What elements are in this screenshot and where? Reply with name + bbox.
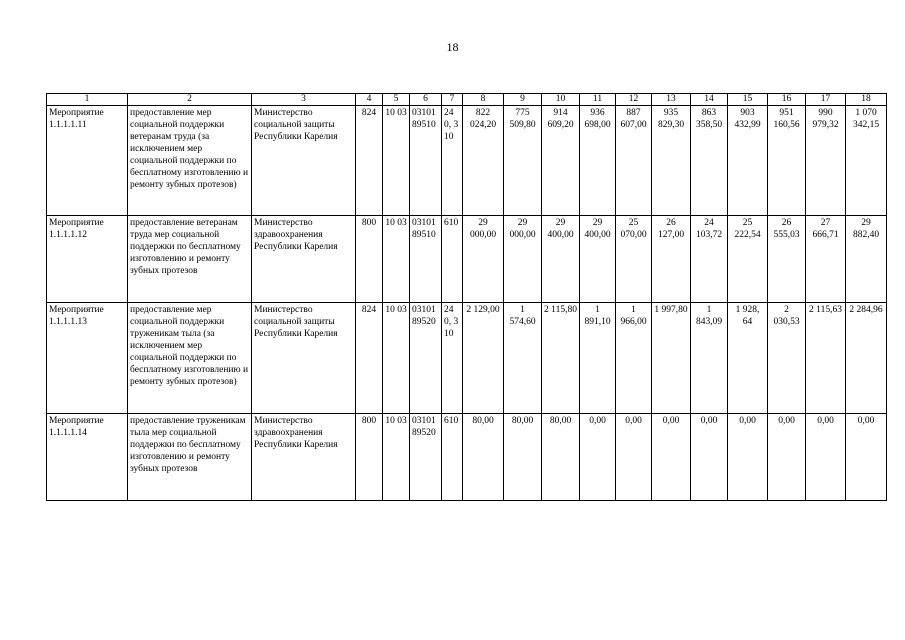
table-cell: 903 432,99 bbox=[728, 106, 768, 216]
table-cell: 822 024,20 bbox=[463, 106, 504, 216]
table-cell: 935 829,30 bbox=[652, 106, 691, 216]
table-cell: 610 bbox=[442, 216, 463, 303]
measure-name: Мероприятие 1.1.1.1.14 bbox=[47, 414, 128, 501]
table-cell: 990 979,32 bbox=[806, 106, 846, 216]
column-header: 2 bbox=[128, 94, 252, 106]
table-cell: 80,00 bbox=[542, 414, 580, 501]
table-cell: 936 698,00 bbox=[580, 106, 616, 216]
table-cell: 1 574,60 bbox=[504, 303, 542, 414]
table-cell: 1 891,10 bbox=[580, 303, 616, 414]
table-cell: 0,00 bbox=[616, 414, 652, 501]
column-header: 7 bbox=[442, 94, 463, 106]
table-cell: 2 115,63 bbox=[806, 303, 846, 414]
table-cell: 0310189510 bbox=[410, 106, 442, 216]
table-cell: 24 103,72 bbox=[691, 216, 728, 303]
column-header: 17 bbox=[806, 94, 846, 106]
table-row bbox=[47, 303, 887, 414]
column-header: 10 bbox=[542, 94, 580, 106]
table-cell: 1 997,80 bbox=[652, 303, 691, 414]
table-row bbox=[47, 414, 887, 501]
table-cell: 2 030,53 bbox=[768, 303, 806, 414]
table-cell: 2 284,96 bbox=[846, 303, 887, 414]
table-cell: 29 400,00 bbox=[580, 216, 616, 303]
table-cell: 0310189520 bbox=[410, 303, 442, 414]
measure-name: Мероприятие 1.1.1.1.12 bbox=[47, 216, 128, 303]
table-cell: 2 129,00 bbox=[463, 303, 504, 414]
responsible-executor: Министерство здравоохранения Республики Карелия bbox=[252, 216, 356, 303]
table-cell: 0310189520 bbox=[410, 414, 442, 501]
column-header: 3 bbox=[252, 94, 356, 106]
table-row bbox=[47, 106, 887, 216]
column-number-row bbox=[47, 94, 887, 106]
table-cell: 1 966,00 bbox=[616, 303, 652, 414]
table-cell: 80,00 bbox=[504, 414, 542, 501]
column-header: 1 bbox=[47, 94, 128, 106]
page-number: 18 bbox=[446, 40, 459, 54]
table-cell: 0310189510 bbox=[410, 216, 442, 303]
column-header: 16 bbox=[768, 94, 806, 106]
table-cell: 25 070,00 bbox=[616, 216, 652, 303]
table-cell: 2 115,80 bbox=[542, 303, 580, 414]
table-cell: 25 222,54 bbox=[728, 216, 768, 303]
table-cell: 29 000,00 bbox=[463, 216, 504, 303]
table-cell: 27 666,71 bbox=[806, 216, 846, 303]
table-cell: 610 bbox=[442, 414, 463, 501]
table-cell: 887 607,00 bbox=[616, 106, 652, 216]
measure-name: Мероприятие 1.1.1.1.11 bbox=[47, 106, 128, 216]
table-cell: 10 03 bbox=[383, 216, 410, 303]
budget-table bbox=[46, 93, 887, 501]
table-cell: 1 928, 64 bbox=[728, 303, 768, 414]
table-cell: 0,00 bbox=[846, 414, 887, 501]
measure-name: Мероприятие 1.1.1.1.13 bbox=[47, 303, 128, 414]
table-cell: 824 bbox=[356, 303, 383, 414]
table-cell: 0,00 bbox=[652, 414, 691, 501]
table-cell: 29 000,00 bbox=[504, 216, 542, 303]
column-header: 4 bbox=[356, 94, 383, 106]
table-cell: 0,00 bbox=[691, 414, 728, 501]
responsible-executor: Министерство здравоохранения Республики Карелия bbox=[252, 414, 356, 501]
table-cell: 80,00 bbox=[463, 414, 504, 501]
column-header: 11 bbox=[580, 94, 616, 106]
responsible-executor: Министерство социальной защиты Республики Карелия bbox=[252, 303, 356, 414]
table-cell: 0,00 bbox=[580, 414, 616, 501]
table-cell: 800 bbox=[356, 216, 383, 303]
table-cell: 0,00 bbox=[768, 414, 806, 501]
responsible-executor: Министерство социальной защиты Республики Карелия bbox=[252, 106, 356, 216]
table-cell: 1 070 342,15 bbox=[846, 106, 887, 216]
table-cell: 29 882,40 bbox=[846, 216, 887, 303]
table-cell: 914 609,20 bbox=[542, 106, 580, 216]
column-header: 6 bbox=[410, 94, 442, 106]
table-cell: 824 bbox=[356, 106, 383, 216]
column-header: 18 bbox=[846, 94, 887, 106]
table-cell: 240, 310 bbox=[442, 303, 463, 414]
measure-description: предоставление мер социальной поддержки труженикам тыла (за исключением мер социальной поддержки по бесплатному изготовлению и ремонту зубных протезов) bbox=[128, 303, 252, 414]
table-cell: 240, 310 bbox=[442, 106, 463, 216]
table-cell: 10 03 bbox=[383, 303, 410, 414]
column-header: 13 bbox=[652, 94, 691, 106]
table-cell: 0,00 bbox=[728, 414, 768, 501]
table-row bbox=[47, 216, 887, 303]
measure-description: предоставление мер социальной поддержки ветеранам труда (за исключением мер социальной поддержки по бесплатному изготовлению и ремонту зубных протезов) bbox=[128, 106, 252, 216]
table-cell: 0,00 bbox=[806, 414, 846, 501]
table-cell: 10 03 bbox=[383, 414, 410, 501]
column-header: 12 bbox=[616, 94, 652, 106]
column-header: 9 bbox=[504, 94, 542, 106]
column-header: 8 bbox=[463, 94, 504, 106]
table-cell: 863 358,50 bbox=[691, 106, 728, 216]
measure-description: предоставление труженикам тыла мер социальной поддержки по бесплатному изготовлению и ремонту зубных протезов bbox=[128, 414, 252, 501]
table-cell: 26 127,00 bbox=[652, 216, 691, 303]
table-cell: 951 160,56 bbox=[768, 106, 806, 216]
table-cell: 775 509,80 bbox=[504, 106, 542, 216]
column-header: 15 bbox=[728, 94, 768, 106]
table-cell: 10 03 bbox=[383, 106, 410, 216]
table-cell: 29 400,00 bbox=[542, 216, 580, 303]
measure-description: предоставление ветеранам труда мер социальной поддержки по бесплатному изготовлению и ремонту зубных протезов bbox=[128, 216, 252, 303]
column-header: 14 bbox=[691, 94, 728, 106]
table-cell: 800 bbox=[356, 414, 383, 501]
table-cell: 26 555,03 bbox=[768, 216, 806, 303]
column-header: 5 bbox=[383, 94, 410, 106]
table-cell: 1 843,09 bbox=[691, 303, 728, 414]
